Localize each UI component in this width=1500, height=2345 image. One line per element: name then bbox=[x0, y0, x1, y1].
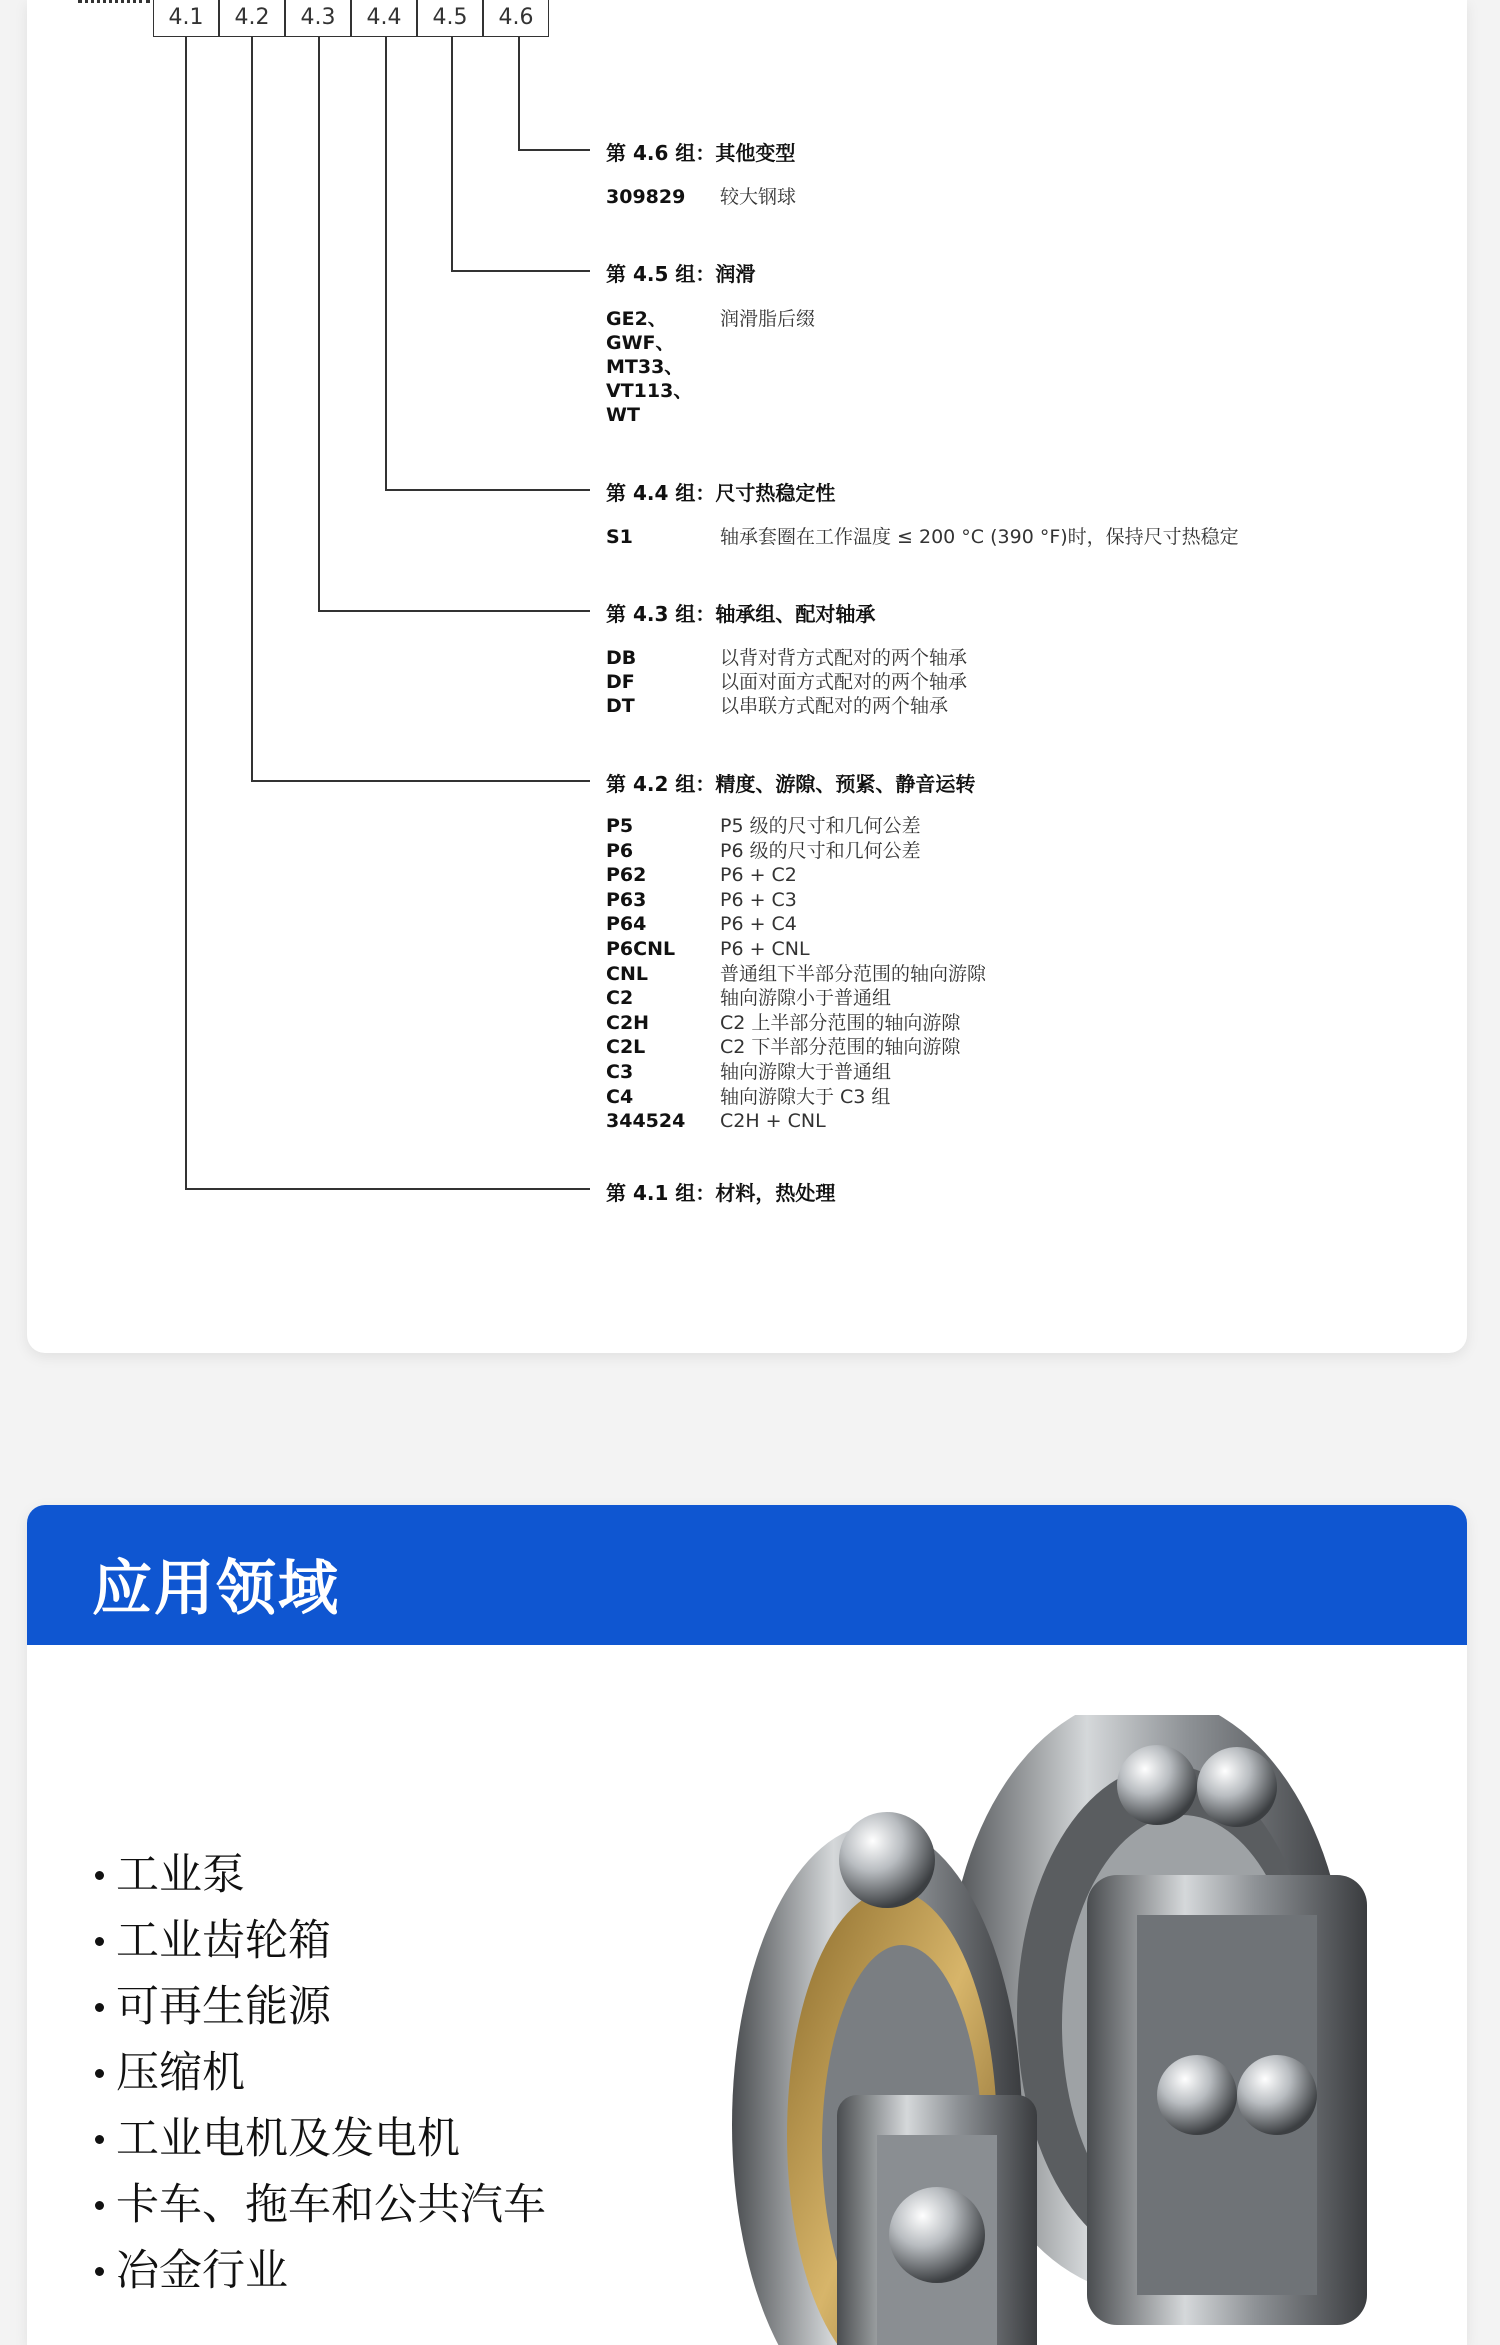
applications-title: 应用领域 bbox=[92, 1554, 340, 1624]
code: C2L bbox=[606, 1036, 646, 1059]
connector-4-3 bbox=[318, 37, 320, 611]
code: P63 bbox=[606, 888, 647, 911]
group-box-4-5: 4.5 bbox=[417, 0, 483, 37]
connector-4-3-h bbox=[318, 610, 590, 612]
code: P64 bbox=[606, 913, 647, 936]
connector-4-4 bbox=[385, 37, 387, 490]
group-box-4-3: 4.3 bbox=[285, 0, 351, 37]
application-label: 压缩机 bbox=[116, 2048, 245, 2098]
code: C3 bbox=[606, 1061, 634, 1083]
code: 309829 bbox=[606, 186, 686, 208]
application-label: 工业电机及发电机 bbox=[116, 2114, 460, 2164]
connector-4-1-h bbox=[185, 1188, 590, 1190]
code: DT bbox=[606, 695, 635, 717]
bullet-icon bbox=[95, 2267, 104, 2276]
application-label: 卡车、拖车和公共汽车 bbox=[116, 2180, 546, 2230]
desc: 轴向游隙大于 C3 组 bbox=[720, 1085, 891, 1108]
application-label: 工业齿轮箱 bbox=[116, 1916, 331, 1966]
bullet-icon bbox=[95, 2003, 104, 2012]
code: P6 bbox=[606, 839, 634, 862]
desc: 普通组下半部分范围的轴向游隙 bbox=[720, 962, 987, 985]
group-box-4-1: 4.1 bbox=[153, 0, 219, 37]
code: S1 bbox=[606, 526, 633, 548]
code: C2 bbox=[606, 987, 634, 1010]
code: CNL bbox=[606, 962, 648, 985]
connector-4-6 bbox=[518, 37, 520, 150]
group-box-4-2: 4.2 bbox=[219, 0, 285, 37]
connector-4-5-h bbox=[451, 270, 590, 272]
application-item bbox=[95, 1974, 546, 2040]
desc: C2 下半部分范围的轴向游隙 bbox=[720, 1036, 961, 1059]
group-title-4-6: 第 4.6 组：其他变型 bbox=[606, 141, 796, 165]
bullet-icon bbox=[95, 1937, 104, 1946]
desc: P6 + C2 bbox=[720, 864, 797, 887]
bullet-icon bbox=[95, 2201, 104, 2210]
code: P5 bbox=[606, 815, 634, 837]
desc: C2 上半部分范围的轴向游隙 bbox=[720, 1011, 961, 1034]
application-label: 冶金行业 bbox=[116, 2246, 288, 2296]
connector-4-2-h bbox=[251, 780, 590, 782]
desc: 轴承套圈在工作温度 ≤ 200 °C (390 °F)时，保持尺寸热稳定 bbox=[720, 526, 1239, 548]
code: P6CNL bbox=[606, 938, 676, 960]
desc: 以面对面方式配对的两个轴承 bbox=[720, 671, 968, 693]
connector-4-4-h bbox=[385, 489, 590, 491]
desc: 较大钢球 bbox=[720, 186, 797, 208]
code: GE2、 bbox=[606, 308, 667, 330]
group-title-4-2: 第 4.2 组：精度、游隙、预紧、静音运转 bbox=[606, 772, 976, 796]
code: WT bbox=[606, 404, 640, 426]
code: MT33、 bbox=[606, 356, 684, 378]
application-item bbox=[95, 1842, 546, 1908]
desc: 以串联方式配对的两个轴承 bbox=[720, 695, 949, 717]
bullet-icon bbox=[95, 2069, 104, 2078]
desc: 以背对背方式配对的两个轴承 bbox=[720, 647, 968, 669]
application-label: 可再生能源 bbox=[116, 1982, 331, 2032]
connector-4-1 bbox=[185, 37, 187, 1189]
code: 344524 bbox=[606, 1110, 686, 1133]
application-item bbox=[95, 2172, 546, 2238]
connector-4-6-h bbox=[518, 149, 590, 151]
code: C4 bbox=[606, 1085, 634, 1108]
application-item bbox=[95, 2106, 546, 2172]
code: GWF、 bbox=[606, 332, 675, 354]
application-item bbox=[95, 2040, 546, 2106]
desc: 轴向游隙大于普通组 bbox=[720, 1061, 892, 1083]
code: DB bbox=[606, 647, 637, 669]
application-item bbox=[95, 2238, 546, 2304]
group-title-4-1: 第 4.1 组：材料，热处理 bbox=[606, 1181, 836, 1205]
application-item bbox=[95, 1908, 546, 1974]
desc: P6 级的尺寸和几何公差 bbox=[720, 839, 921, 862]
desc: P6 + C3 bbox=[720, 888, 797, 911]
group-box-4-4: 4.4 bbox=[351, 0, 417, 37]
code: P62 bbox=[606, 864, 647, 887]
bullet-icon bbox=[95, 2135, 104, 2144]
dotted-line bbox=[78, 0, 150, 6]
bearing-image bbox=[727, 1715, 1387, 2345]
desc: P6 + C4 bbox=[720, 913, 797, 936]
connector-4-2 bbox=[251, 37, 253, 781]
applications-list bbox=[95, 1842, 546, 2304]
code: DF bbox=[606, 671, 635, 693]
application-label: 工业泵 bbox=[116, 1850, 245, 1900]
desc: 润滑脂后缀 bbox=[720, 308, 816, 330]
group-title-4-3: 第 4.3 组：轴承组、配对轴承 bbox=[606, 602, 876, 626]
group-box-4-6: 4.6 bbox=[483, 0, 549, 37]
group-title-4-5: 第 4.5 组：润滑 bbox=[606, 262, 756, 286]
desc: C2H + CNL bbox=[720, 1110, 826, 1133]
applications-header bbox=[27, 1505, 1467, 1645]
code: C2H bbox=[606, 1011, 650, 1034]
code: VT113、 bbox=[606, 380, 693, 402]
desc: P6 + CNL bbox=[720, 938, 810, 960]
desc: P5 级的尺寸和几何公差 bbox=[720, 815, 921, 837]
connector-4-5 bbox=[451, 37, 453, 271]
group-title-4-4: 第 4.4 组：尺寸热稳定性 bbox=[606, 481, 836, 505]
desc: 轴向游隙小于普通组 bbox=[720, 987, 892, 1010]
bullet-icon bbox=[95, 1871, 104, 1880]
